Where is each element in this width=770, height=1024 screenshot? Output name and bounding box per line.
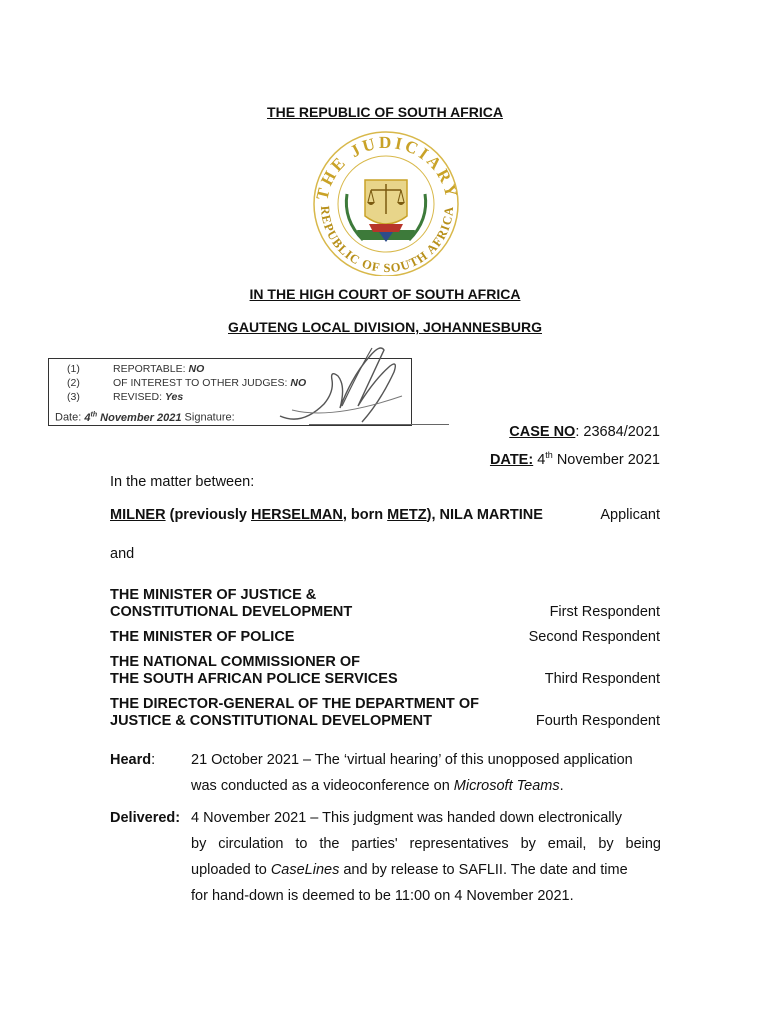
respondent-4: THE DIRECTOR-GENERAL OF THE DEPARTMENT OF JUSTICE & CONSTITUTIONAL DEVELOPMENT [110,696,479,729]
seal-text-top: THE JUDICIARY [312,132,462,202]
report-item-reportable: REPORTABLE: NO [113,363,205,375]
report-item-revised: REVISED: Yes [113,391,184,403]
page-title: THE REPUBLIC OF SOUTH AFRICA [267,104,503,120]
case-date: DATE: 4th November 2021 [489,450,660,468]
seal-text-bottom: REPUBLIC OF SOUTH AFRICA [317,205,457,276]
matter-intro: In the matter between: [110,474,255,490]
respondent-1-role: First Respondent [549,604,660,620]
and-text: and [110,546,135,562]
respondent-2: THE MINISTER OF POLICE [110,629,295,645]
respondent-1: THE MINISTER OF JUSTICE & CONSTITUTIONAL DEVELOPMENT [110,587,353,620]
applicant-role: Applicant [600,507,660,523]
division-heading: GAUTENG LOCAL DIVISION, JOHANNESBURG [228,319,542,335]
report-item-num: (1) [67,363,80,375]
court-heading: IN THE HIGH COURT OF SOUTH AFRICA [249,286,521,302]
report-item-interest: OF INTEREST TO OTHER JUDGES: NO [113,377,307,389]
case-number: CASE NO: 23684/2021 [509,424,660,440]
judiciary-seal-icon [307,128,465,276]
applicant-name: MILNER (previously HERSELMAN, born METZ), NILA MARTINE [110,507,543,523]
delivered-text: 4 November 2021 – This judgment was handed down electronically by circulation to the parties' representatives by email, by being uploaded to CaseLines and by release to SAFLII. The date and time for hand-down is deemed to be 11:00 on 4 November 2021. [191,810,661,904]
report-item-num: (3) [67,391,80,403]
handwritten-signature [262,336,412,436]
report-item-num: (2) [67,377,80,389]
respondent-3: THE NATIONAL COMMISSIONER OF THE SOUTH AFRICAN POLICE SERVICES [110,654,398,687]
report-date: Date: 4th November 2021 Signature: [55,411,235,424]
heard-label: Heard: [110,752,156,768]
respondent-4-role: Fourth Respondent [535,713,660,729]
respondent-3-role: Third Respondent [544,671,660,687]
heard-text: 21 October 2021 – The ‘virtual hearing’ of this unopposed application was conducted as a videoconference on Microsoft Teams. [191,752,633,794]
respondent-2-role: Second Respondent [528,629,660,645]
delivered-label: Delivered: [110,810,181,826]
